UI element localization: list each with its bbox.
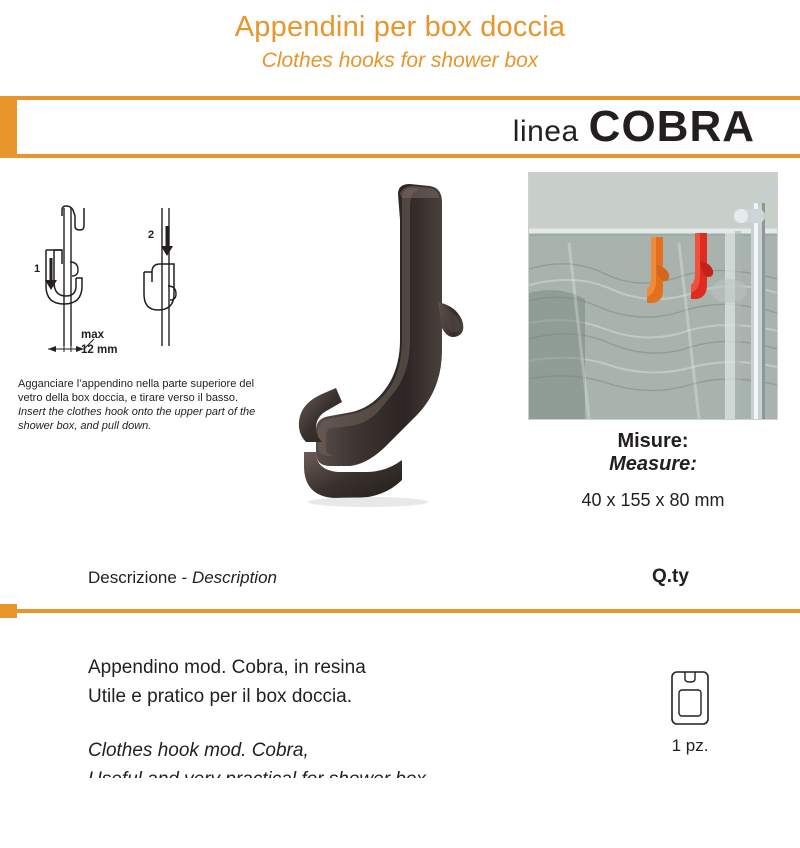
brand-band-text (17, 102, 800, 152)
measure-label-english: Measure: (609, 453, 697, 475)
diagram-max-value: 12 mm (81, 344, 118, 356)
measure-block (528, 430, 778, 512)
diagram-step-2: 2 (148, 229, 155, 241)
page-title-italian: Appendini per box doccia (234, 11, 566, 43)
diagram-caption-italian: Agganciare l’appendino nella parte superiore del vetro della box doccia, e tirare verso il basso. (18, 378, 255, 405)
measure-label-italian: Misure: (617, 430, 689, 452)
description-italian-line-1: Appendino mod. Cobra, in resina (88, 657, 366, 678)
brand-name: COBRA (588, 102, 755, 151)
diagram-illustration (18, 186, 268, 371)
description-body (0, 618, 800, 848)
rule-left-block (0, 604, 17, 618)
footer-spacer (0, 778, 800, 800)
description-label-separator: - (181, 568, 188, 587)
quantity-label: Q.ty (652, 566, 689, 587)
page-header (0, 0, 800, 96)
description-text (88, 654, 588, 794)
arrow-down-2 (161, 226, 173, 256)
rule-line (0, 609, 800, 613)
description-italian-line-2: Utile e pratico per il box doccia. (88, 685, 353, 707)
instruction-diagram (18, 186, 268, 433)
product-hook-illustration (290, 180, 520, 510)
quantity-block (660, 670, 720, 756)
description-label-english: Description (191, 568, 277, 587)
diagram-max-label: max (81, 329, 105, 341)
shower-box-photo (529, 173, 777, 419)
quantity-value: 1 pz. (671, 736, 709, 755)
brand-band (0, 96, 800, 158)
description-english-line-1: Clothes hook mod. Cobra, (88, 740, 309, 761)
page-title-english: Clothes hooks for shower box (261, 48, 539, 72)
diagram-caption (18, 377, 268, 433)
description-label-italian: Descrizione (88, 568, 177, 587)
measure-value: 40 x 155 x 80 mm (581, 490, 725, 510)
main-content (0, 158, 800, 562)
brand-prefix: linea (512, 115, 579, 148)
diagram-caption-english: Insert the clothes hook onto the upper part of the shower box, and pull down. (18, 406, 256, 433)
package-icon (667, 670, 713, 726)
lower-orange-rule (0, 604, 800, 618)
product-image (290, 180, 520, 510)
description-label (88, 568, 277, 588)
diagram-step-1: 1 (34, 263, 41, 275)
arrow-down-1 (45, 258, 57, 290)
description-header-row (0, 562, 800, 604)
application-photo (528, 172, 778, 420)
band-left-block (0, 100, 17, 154)
